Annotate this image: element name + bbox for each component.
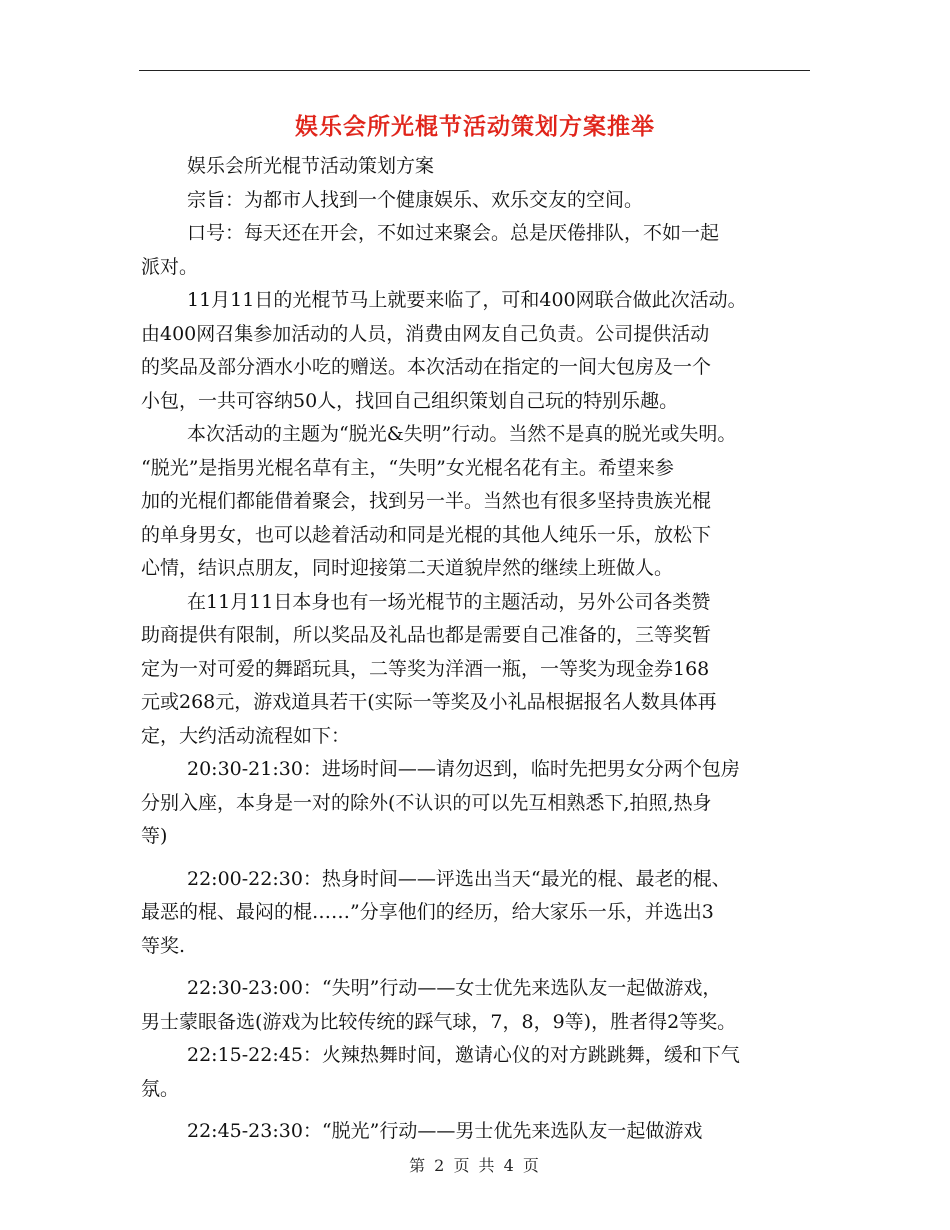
body-line: 由400网召集参加活动的人员，消费由网友自己负责。公司提供活动 bbox=[141, 322, 710, 345]
body-line: 定为一对可爱的舞蹈玩具，二等奖为洋酒一瓶，一等奖为现金券168 bbox=[141, 657, 710, 680]
body-line: 的单身男女，也可以趁着活动和同是光棍的其他人纯乐一乐，放松下 bbox=[141, 523, 712, 546]
body-line: 22:30-23:00：“失明”行动——女士优先来选队友一起做游戏， bbox=[187, 977, 722, 999]
body-line: 助商提供有限制，所以奖品及礼品也都是需要自己准备的，三等奖暂 bbox=[141, 624, 712, 646]
body-line: 等) bbox=[141, 825, 168, 847]
body-line: 小包，一共可容纳50人，找回自己组织策划自己玩的特别乐趣。 bbox=[141, 389, 679, 412]
body-line: 22:15-22:45：火辣热舞时间，邀请心仪的对方跳跳舞，缓和下气 bbox=[187, 1044, 740, 1066]
body-line: 22:45-23:30：“脱光”行动——男士优先来选队友一起做游戏 bbox=[187, 1120, 703, 1142]
body-line: 本次活动的主题为“脱光&失明”行动。当然不是真的脱光或失明。 bbox=[187, 423, 737, 445]
body-line: 定，大约活动流程如下： bbox=[141, 724, 351, 747]
body-line: 氛。 bbox=[141, 1077, 180, 1100]
body-line: 22:00-22:30：热身时间——评选出当天“最光的棍、最老的棍、 bbox=[187, 867, 731, 890]
body-line: 心情，结识点朋友，同时迎接第二天道貌岸然的继续上班做人。 bbox=[141, 557, 674, 579]
body-line: 20:30-21:30：进场时间——请勿迟到，临时先把男女分两个包房 bbox=[187, 758, 740, 780]
body-line: 男士蒙眼备选(游戏为比较传统的踩气球，7，8，9等)，胜者得2等奖。 bbox=[141, 1010, 737, 1033]
body-line: 宗旨：为都市人找到一个健康娱乐、欢乐交友的空间。 bbox=[187, 188, 644, 211]
body-line: 11月11日的光棍节马上就要来临了，可和400网联合做此次活动。 bbox=[187, 289, 747, 311]
body-line: 元或268元，游戏道具若干(实际一等奖及小礼品根据报名人数具体再 bbox=[141, 691, 717, 713]
header-rule bbox=[139, 70, 810, 71]
body-line: “脱光”是指男光棍名草有主，“失明”女光棍名花有主。希望来参 bbox=[141, 456, 674, 479]
document-body bbox=[141, 150, 813, 1149]
document-title: 娱乐会所光棍节活动策划方案推举 bbox=[295, 113, 655, 140]
body-line: 派对。 bbox=[141, 255, 199, 278]
body-line: 加的光棍们都能借着聚会，找到另一半。当然也有很多坚持贵族光棍 bbox=[141, 490, 712, 512]
body-line: 最恶的棍、最闷的棍……”分享他们的经历，给大家乐一乐，并选出3 bbox=[141, 901, 714, 923]
body-line: 口号：每天还在开会，不如过来聚会。总是厌倦排队，不如一起 bbox=[187, 222, 720, 244]
page-number: 第 2 页 共 4 页 bbox=[409, 1156, 541, 1175]
body-line: 的奖品及部分酒水小吃的赠送。本次活动在指定的一间大包房及一个 bbox=[141, 356, 712, 378]
body-line: 分别入座，本身是一对的除外(不认识的可以先互相熟悉下,拍照,热身 bbox=[141, 791, 712, 814]
body-line: 在11月11日本身也有一场光棍节的主题活动，另外公司各类赞 bbox=[187, 590, 711, 613]
body-line: 等奖. bbox=[141, 934, 186, 957]
body-line: 娱乐会所光棍节活动策划方案 bbox=[187, 155, 435, 177]
